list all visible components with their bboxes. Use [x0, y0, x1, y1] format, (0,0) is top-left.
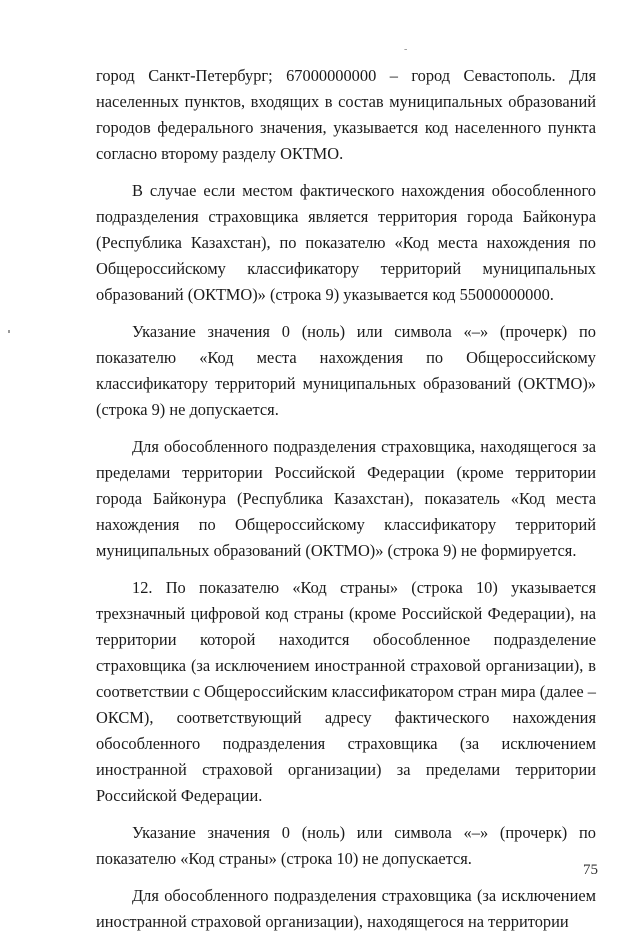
paragraph-foreign-territory: Для обособленного подразделения страховщика (за исключением иностранной страховой организации), находящегося на территории: [96, 886, 596, 931]
scan-mark: -: [404, 44, 408, 55]
paragraph-country-zero: Указание значения 0 (ноль) или символа «–» (прочерк) по показателю «Код страны» (строка 10) не допускается.: [96, 823, 596, 868]
document-body: [96, 63, 596, 946]
scan-artifact: [8, 330, 10, 333]
paragraph-outside-russia: Для обособленного подразделения страховщика, находящегося за пределами территории Российской Федерации (кроме территории города Байконура (Республика Казахстан), показатель «Код места нахождения по Общероссийскому классификатору территорий муниципальных образований (ОКТМО)» (строка 9) не формируется.: [96, 437, 596, 560]
paragraph-baikonur: В случае если местом фактического нахождения обособленного подразделения страховщика является территория города Байконура (Республика Казахстан), по показателю «Код места нахождения по Общероссийскому классификатору территорий муниципальных образований (ОКТМО)» (строка 9) указывается код 55000000000.: [96, 181, 596, 304]
paragraph-continuation: город Санкт-Петербург; 67000000000 – город Севастополь. Для населенных пунктов, входящих в состав муниципальных образований городов федерального значения, указывается код населенного пункта согласно второму разделу ОКТМО.: [96, 66, 596, 163]
page-number: 75: [583, 862, 598, 878]
paragraph-oktmo-zero: Указание значения 0 (ноль) или символа «–» (прочерк) по показателю «Код места нахождения по Общероссийскому классификатору территорий муниципальных образований (ОКТМО)» (строка 9) не допускается.: [96, 322, 596, 419]
paragraph-item-12: 12. По показателю «Код страны» (строка 10) указывается трехзначный цифровой код страны (кроме Российской Федерации), на территории которой находится обособленное подразделение страховщика (за исключением иностранной страховой организации), в соответствии с Общероссийским классификатором стран мира (далее – ОКСМ), соответствующий адресу фактического нахождения обособленного подразделения страховщика (за исключением иностранной страховой организации) за пределами территории Российской Федерации.: [96, 578, 596, 805]
